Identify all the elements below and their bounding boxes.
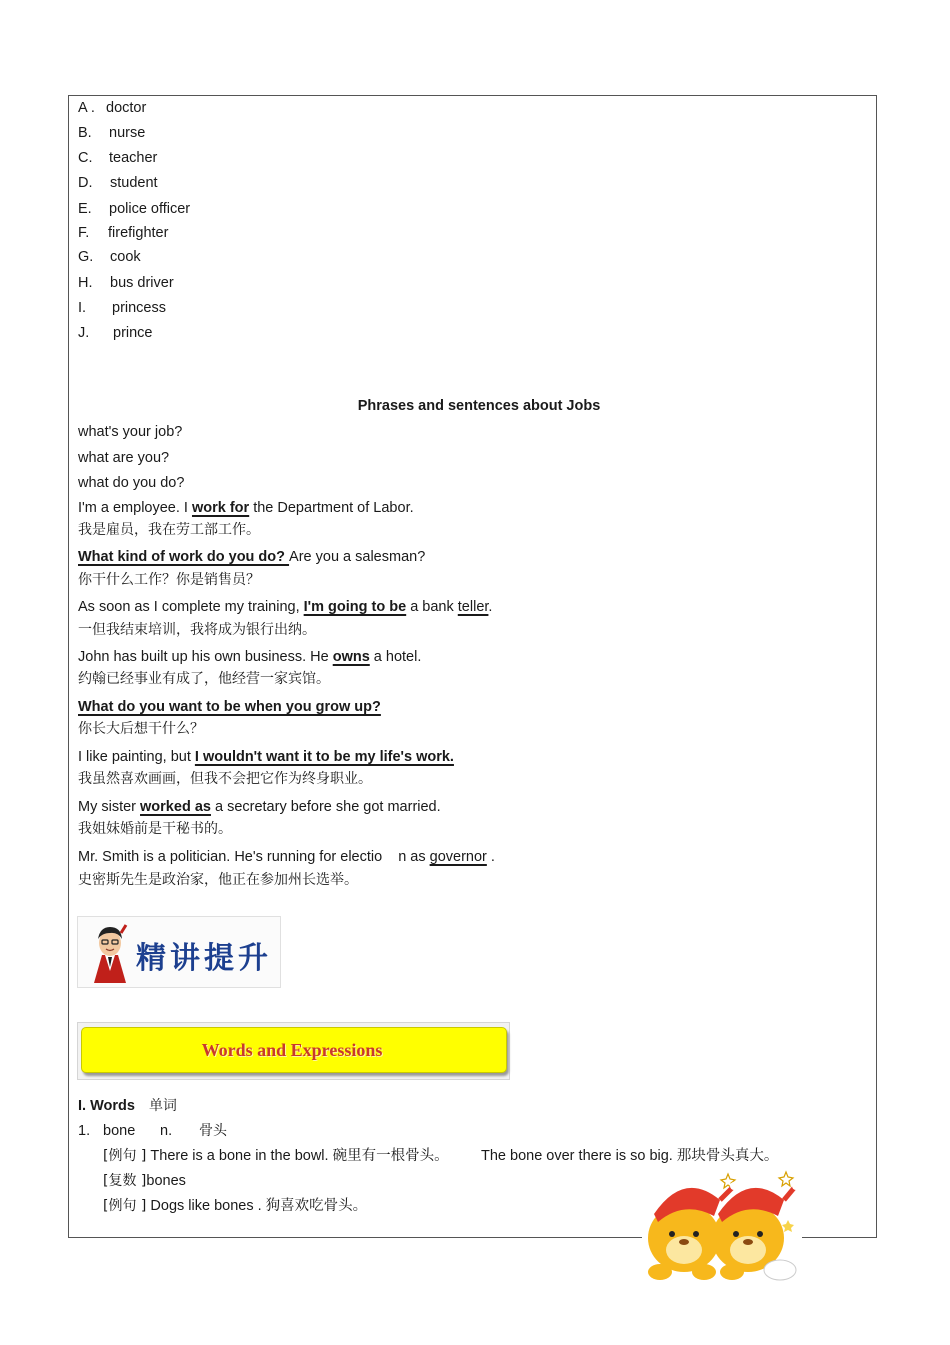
sentence-8: Mr. Smith is a politician. He's running for electio n as governor . — [78, 849, 495, 865]
banner-title: Words and Expressions — [201, 1040, 383, 1060]
option-h: H. bus driver — [78, 275, 174, 291]
entry-pos: n. — [160, 1123, 173, 1139]
question-1: what's your job? — [78, 424, 183, 440]
option-b: B. nurse — [78, 125, 146, 141]
words-section-label: I. Words 单词 — [78, 1098, 177, 1114]
key-phrase: What kind of work do you do? — [78, 549, 290, 565]
option-g: G. cook — [78, 249, 141, 265]
option-e: E. police officer — [78, 201, 191, 217]
option-d: D. student — [78, 175, 158, 191]
option-i: I. princess — [78, 300, 166, 316]
option-a: A . doctor — [78, 100, 147, 116]
key-phrase: work for — [191, 500, 250, 516]
sentence-8-translation: 史密斯先生是政治家，他正在参加州长选举。 — [78, 872, 358, 888]
option-c: C. teacher — [78, 150, 158, 166]
key-phrase: owns — [332, 649, 370, 665]
sentence-6-translation: 我虽然喜欢画画，但我不会把它作为终身职业。 — [78, 771, 372, 787]
question-3: what do you do? — [78, 475, 185, 491]
example-1b: The bone over there is so big. 那块骨头真大。 — [481, 1148, 779, 1164]
plural-form: [复数 ]bones — [103, 1173, 186, 1189]
option-f: F. firefighter — [78, 225, 169, 241]
jingjiang-title: 精讲提升 — [136, 941, 272, 976]
sentence-2: What kind of work do you do? Are you a salesman? — [78, 549, 426, 565]
entry-word: bone — [103, 1123, 136, 1139]
sentence-5 — [78, 698, 381, 716]
key-phrase: I wouldn't want it to be my life's work. — [194, 749, 454, 765]
bear-mascots-icon — [640, 1160, 805, 1285]
option-j: J. prince — [78, 325, 153, 341]
key-phrase: I'm going to be — [303, 599, 407, 615]
sentence-4-translation: 约翰已经事业有成了，他经营一家宾馆。 — [78, 671, 330, 687]
sentence-7-translation: 我姐妹婚前是干秘书的。 — [78, 821, 232, 837]
sentence-5-translation: 你长大后想干什么？ — [78, 721, 204, 737]
teacher-avatar-icon — [88, 921, 132, 985]
example-1: [例句 ] There is a bone in the bowl. 碗里有一根骨头。 — [103, 1148, 449, 1164]
sentence-1: I'm a employee. I work for the Department of Labor. — [78, 500, 414, 516]
key-word: governor — [429, 849, 487, 865]
entry-meaning: 骨头 — [199, 1123, 227, 1139]
example-2: [例句 ] Dogs like bones . 狗喜欢吃骨头。 — [103, 1198, 368, 1214]
jingjiang-banner — [77, 916, 281, 988]
sentence-2-translation: 你干什么工作？你是销售员？ — [78, 572, 260, 588]
sentence-3-translation: 一但我结束培训，我将成为银行出纳。 — [78, 622, 316, 638]
banner-bar — [81, 1027, 507, 1073]
key-phrase: worked as — [140, 799, 211, 815]
words-expressions-banner — [77, 1022, 510, 1080]
sentence-7: My sister worked as a secretary before she got married. — [78, 799, 441, 815]
sentence-3: As soon as I complete my training, I'm going to be a bank teller. — [78, 599, 493, 615]
sentence-6: I like painting, but I wouldn't want it to be my life's work. — [78, 749, 454, 765]
key-word: teller — [457, 599, 489, 615]
key-phrase: What do you want to be when you grow up? — [78, 699, 381, 715]
sentence-1-translation: 我是雇员，我在劳工部工作。 — [78, 522, 260, 538]
sentence-4: John has built up his own business. He owns a hotel. — [78, 649, 422, 665]
question-2: what are you? — [78, 450, 170, 466]
word-entry: 1. bone n. 骨头 — [78, 1123, 227, 1139]
section-heading: Phrases and sentences about Jobs — [357, 398, 601, 414]
